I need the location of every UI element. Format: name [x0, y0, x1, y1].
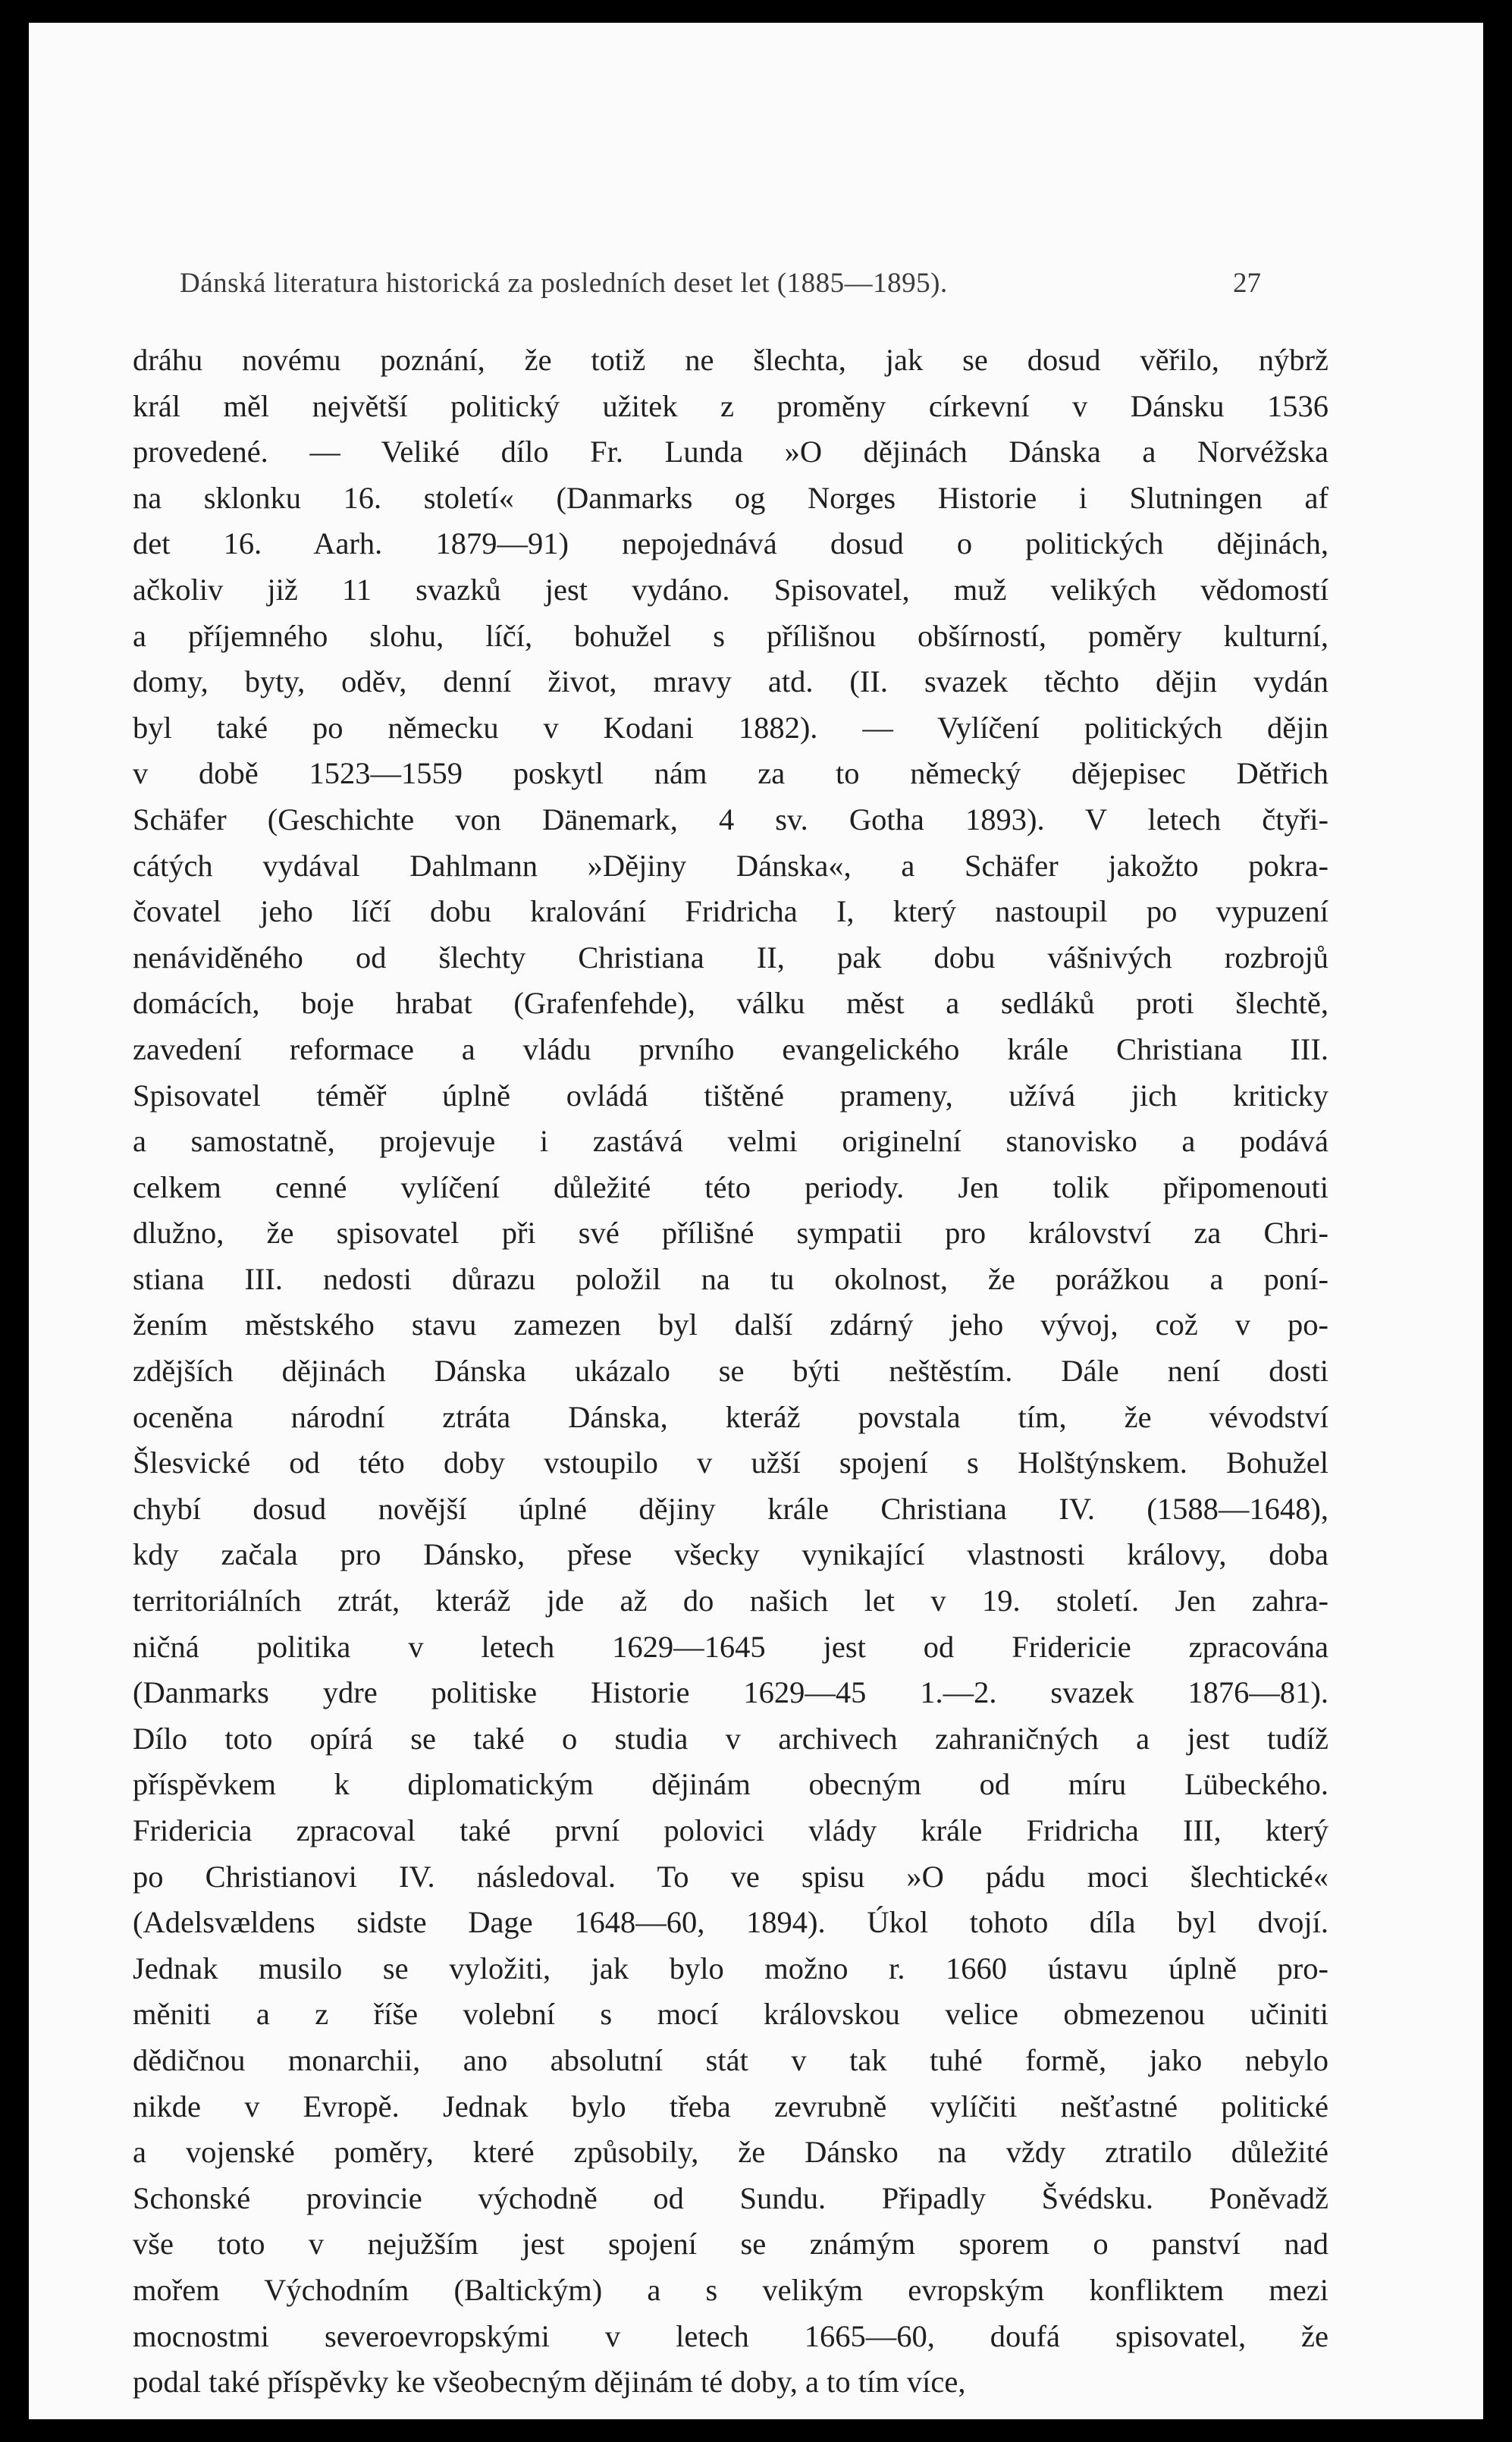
text-line: Šlesvické od této doby vstoupilo v užší spojení s Holštýnskem. Bohužel: [133, 1445, 1328, 1480]
text-line: chybí dosud novější úplné dějiny krále Christiana IV. (1588—1648),: [133, 1491, 1328, 1526]
text-line: (Danmarks ydre politiske Historie 1629—45 1.—2. svazek 1876—81).: [133, 1675, 1328, 1710]
text-line: nikde v Evropě. Jednak bylo třeba zevrubně vylíčiti nešťastné politické: [133, 2089, 1328, 2123]
body-paragraph: [133, 337, 1328, 2406]
text-line: cátých vydával Dahlmann »Dějiny Dánska«, a Schäfer jakožto pokra-: [133, 848, 1328, 883]
text-line: Fridericia zpracoval také první polovici vlády krále Fridricha III, který: [133, 1813, 1328, 1847]
text-line: byl také po německu v Kodani 1882). — Vylíčení politických dějin: [133, 710, 1328, 745]
text-line: stiana III. nedosti důrazu položil na tu okolnost, že porážkou a poní-: [133, 1261, 1328, 1296]
text-line: det 16. Aarh. 1879—91) nepojednává dosud o politických dějinách,: [133, 526, 1328, 561]
text-line: čovatel jeho líčí dobu kralování Fridricha I, který nastoupil po vypuzení: [133, 894, 1328, 929]
text-line: Spisovatel téměř úplně ovládá tištěné prameny, užívá jich kriticky: [133, 1078, 1328, 1113]
text-line: nenáviděného od šlechty Christiana II, pak dobu vášnivých rozbrojů: [133, 940, 1328, 975]
text-line: celkem cenné vylíčení důležité této periody. Jen tolik připomenouti: [133, 1169, 1328, 1204]
text-line: domy, byty, oděv, denní život, mravy atd. (II. svazek těchto dějin vydán: [133, 664, 1328, 699]
text-line: a příjemného slohu, líčí, bohužel s přílišnou obšírností, poměry kulturní,: [133, 618, 1328, 653]
text-line: podal také příspěvky ke všeobecným dějinám té doby, a to tím více,: [133, 2365, 966, 2400]
running-head: [29, 267, 1483, 305]
text-line: král měl největší politický užitek z proměny církevní v Dánsku 1536: [133, 388, 1328, 423]
text-line: dráhu novému poznání, že totiž ne šlechta, jak se dosud věřilo, nýbrž: [133, 343, 1328, 377]
book-page: [29, 23, 1483, 2419]
text-line: zavedení reformace a vládu prvního evangelického krále Christiana III.: [133, 1031, 1328, 1066]
text-line: (Adelsvældens sidste Dage 1648—60, 1894). Úkol tohoto díla byl dvojí.: [133, 1905, 1328, 1940]
text-line: oceněna národní ztráta Dánska, kteráž povstala tím, že vévodství: [133, 1399, 1328, 1434]
text-line: na sklonku 16. století« (Danmarks og Norges Historie i Slutningen af: [133, 480, 1328, 515]
text-line: vše toto v nejužším jest spojení se známým sporem o panství nad: [133, 2227, 1328, 2262]
text-line: dědičnou monarchii, ano absolutní stát v tak tuhé formě, jako nebylo: [133, 2042, 1328, 2077]
text-line: Schäfer (Geschichte von Dänemark, 4 sv. Gotha 1893). V letech čtyři-: [133, 802, 1328, 836]
text-line: ničná politika v letech 1629—1645 jest od Fridericie zpracována: [133, 1629, 1328, 1664]
text-line: zdějších dějinách Dánska ukázalo se býti neštěstím. Dále není dosti: [133, 1354, 1328, 1389]
text-line: mořem Východním (Baltickým) a s velikým evropským konfliktem mezi: [133, 2272, 1328, 2307]
text-line: Schonské provincie východně od Sundu. Připadly Švédsku. Poněvadž: [133, 2180, 1328, 2215]
text-line: dlužno, že spisovatel při své přílišné sympatii pro království za Chri-: [133, 1216, 1328, 1251]
text-line: kdy začala pro Dánsko, přese všecky vynikající vlastnosti královy, doba: [133, 1537, 1328, 1572]
text-line: příspěvkem k diplomatickým dějinám obecným od míru Lübeckého.: [133, 1767, 1328, 1802]
text-line: Dílo toto opírá se také o studia v archivech zahraničných a jest tudíž: [133, 1721, 1328, 1756]
text-line: v době 1523—1559 poskytl nám za to německý dějepisec Dětřich: [133, 756, 1328, 791]
text-line: territoriálních ztrát, kteráž jde až do našich let v 19. století. Jen zahra-: [133, 1584, 1328, 1618]
text-line: měniti a z říše volební s mocí královskou velice obmezenou učiniti: [133, 1997, 1328, 2032]
text-line: ačkoliv již 11 svazků jest vydáno. Spisovatel, muž velikých vědomostí: [133, 572, 1328, 607]
running-title: Dánská literatura historická za posledních deset let (1885—1895).: [180, 268, 948, 299]
text-line: Jednak musilo se vyložiti, jak bylo možno r. 1660 ústavu úplně pro-: [133, 1951, 1328, 1985]
text-line: provedené. — Veliké dílo Fr. Lunda »O dějinách Dánska a Norvéžska: [133, 435, 1328, 469]
text-line: po Christianovi IV. následoval. To ve spisu »O pádu moci šlechtické«: [133, 1859, 1328, 1894]
text-line: a samostatně, projevuje i zastává velmi originelní stanovisko a podává: [133, 1124, 1328, 1159]
text-line: mocnostmi severoevropskými v letech 1665—60, doufá spisovatel, že: [133, 2318, 1328, 2353]
text-line: domácích, boje hrabat (Grafenfehde), válku měst a sedláků proti šlechtě,: [133, 986, 1328, 1021]
page-number: 27: [1233, 268, 1261, 299]
text-line: a vojenské poměry, které způsobily, že Dánsko na vždy ztratilo důležité: [133, 2135, 1328, 2170]
text-line: žením městského stavu zamezen byl další zdárný jeho vývoj, což v po-: [133, 1307, 1328, 1342]
